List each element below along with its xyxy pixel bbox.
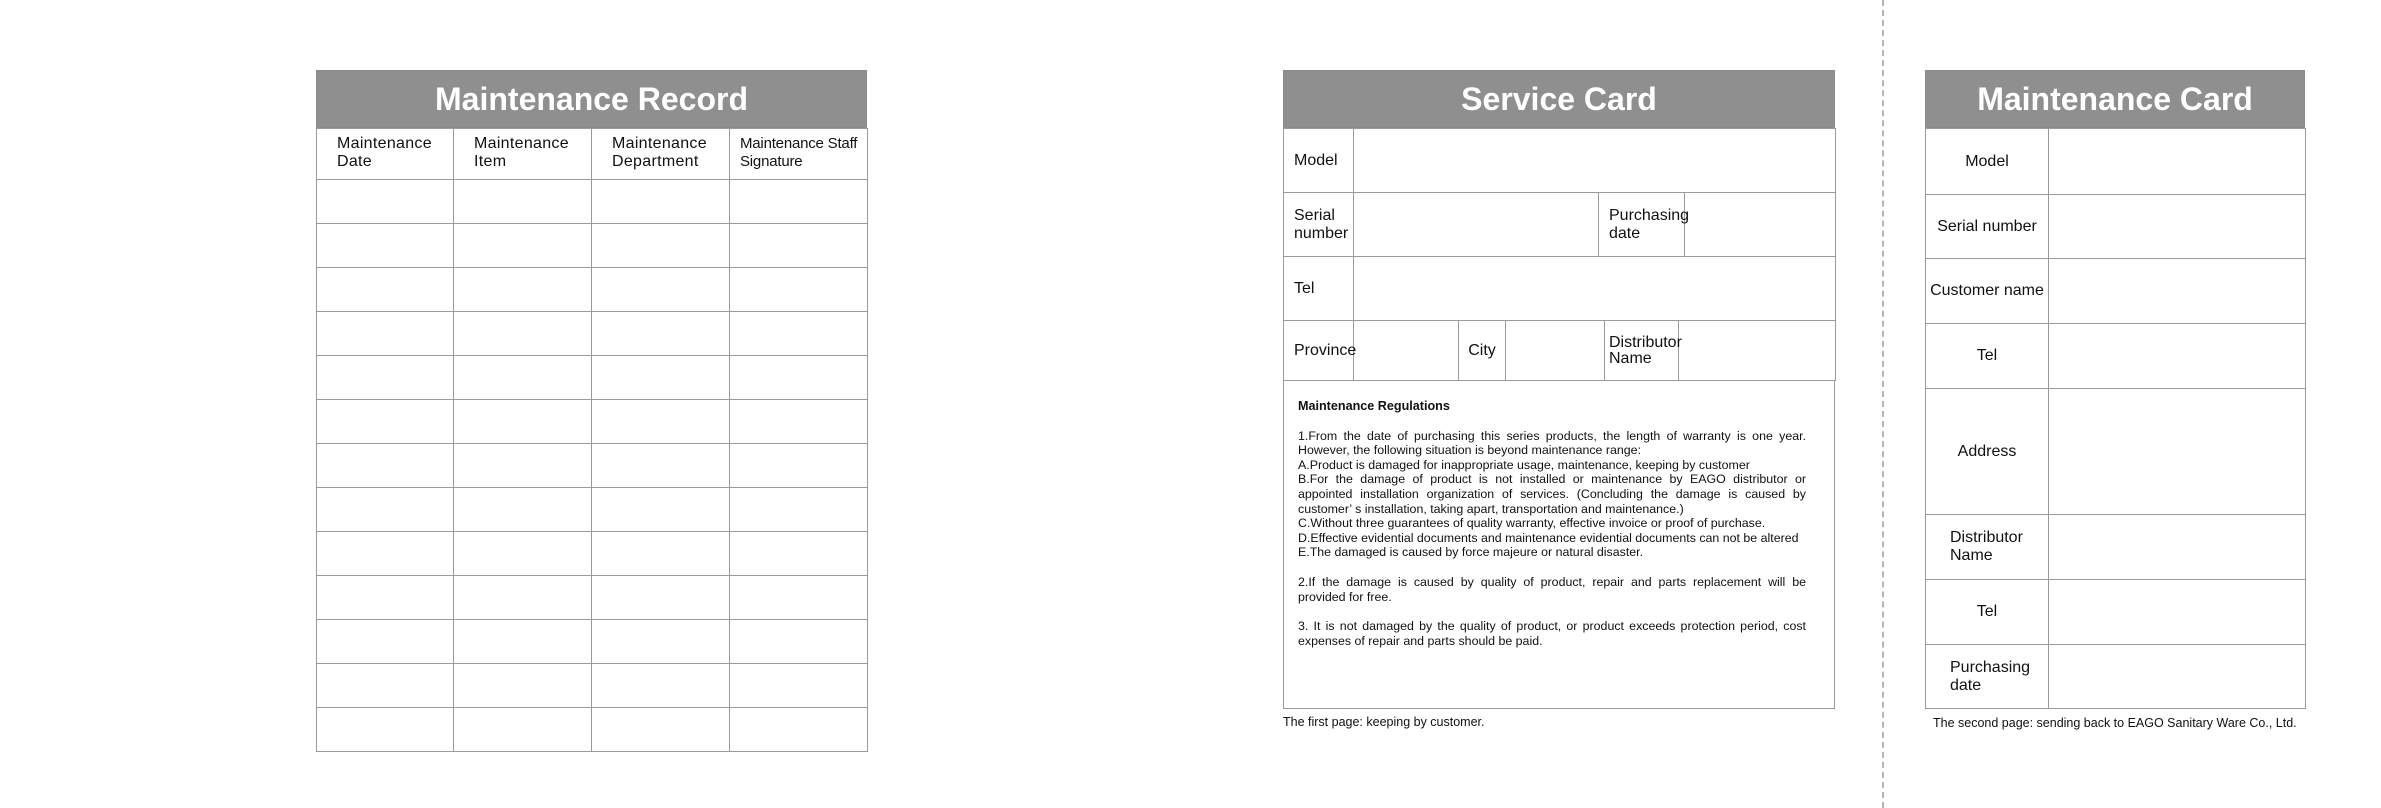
table-cell[interactable] — [454, 576, 592, 620]
table-cell[interactable] — [730, 312, 868, 356]
column-header: Maintenance Item — [454, 129, 592, 180]
maintenance-record-table — [316, 128, 868, 752]
table-cell[interactable] — [592, 224, 730, 268]
table-cell[interactable] — [317, 664, 454, 708]
tel-field[interactable] — [2049, 324, 2306, 389]
maintenance-card-footnote: The second page: sending back to EAGO Sanitary Ware Co., Ltd. — [1933, 716, 2297, 730]
column-header: Maintenance Staff Signature — [730, 129, 868, 180]
table-cell[interactable] — [592, 268, 730, 312]
distributor-name-field[interactable] — [2049, 515, 2306, 580]
table-cell[interactable] — [730, 664, 868, 708]
table-cell[interactable] — [730, 356, 868, 400]
province-label: Province — [1284, 321, 1354, 381]
cut-line-divider — [1882, 0, 1884, 808]
maintenance-card-table — [1925, 128, 2306, 709]
table-cell[interactable] — [317, 444, 454, 488]
maintenance-record-title: Maintenance Record — [316, 70, 867, 128]
table-cell[interactable] — [730, 708, 868, 752]
model-label: Model — [1926, 129, 2049, 195]
service-card-title: Service Card — [1283, 70, 1835, 128]
table-cell[interactable] — [592, 444, 730, 488]
table-cell[interactable] — [592, 708, 730, 752]
table-cell[interactable] — [730, 576, 868, 620]
table-cell[interactable] — [592, 620, 730, 664]
table-row — [317, 312, 868, 356]
serial-number-field[interactable] — [1354, 193, 1599, 257]
column-header: Maintenance Date — [317, 129, 454, 180]
table-cell[interactable] — [730, 224, 868, 268]
table-cell[interactable] — [317, 356, 454, 400]
regulation-item-1: 1.From the date of purchasing this series products, the length of warranty is one year. However, the following situation is beyond maintenance range: — [1298, 428, 1806, 458]
table-cell[interactable] — [730, 400, 868, 444]
table-cell[interactable] — [454, 400, 592, 444]
table-row — [317, 444, 868, 488]
table-cell[interactable] — [730, 180, 868, 224]
table-cell[interactable] — [317, 180, 454, 224]
table-cell[interactable] — [454, 532, 592, 576]
distributor-name-label: Distributor Name — [1605, 321, 1679, 381]
table-cell[interactable] — [454, 268, 592, 312]
serial-number-field[interactable] — [2049, 195, 2306, 259]
purchasing-date-field[interactable] — [2049, 645, 2306, 709]
regulation-item-2: 2.If the damage is caused by quality of product, repair and parts replacement will be provided for free. — [1298, 574, 1806, 604]
serial-number-label: Serial number — [1926, 195, 2049, 259]
table-row — [317, 224, 868, 268]
table-row — [317, 268, 868, 312]
service-card — [1283, 70, 1835, 729]
table-cell[interactable] — [592, 356, 730, 400]
regulation-item-c: C.Without three guarantees of quality warranty, effective invoice or proof of purchase. — [1298, 516, 1766, 531]
maintenance-card — [1925, 70, 2305, 730]
maintenance-regulations — [1283, 381, 1835, 709]
table-header-row — [317, 129, 868, 180]
table-cell[interactable] — [730, 620, 868, 664]
regulation-item-b: B.For the damage of product is not installed or maintenance by EAGO distributor or appointed installation organization of services. (Concluding the damage is caused by customer’ s installation, taking apart, transportation and maintenance.) — [1298, 472, 1806, 516]
customer-name-label: Customer name — [1926, 259, 2049, 324]
table-cell[interactable] — [454, 708, 592, 752]
regulation-item-a: A.Product is damaged for inappropriate usage, maintenance, keeping by customer — [1298, 457, 1750, 472]
table-cell[interactable] — [317, 312, 454, 356]
maintenance-record — [316, 70, 867, 752]
purchasing-date-label: Purchasing date — [1599, 193, 1685, 257]
table-cell[interactable] — [592, 400, 730, 444]
table-row — [317, 400, 868, 444]
table-row — [317, 532, 868, 576]
distributor-name-field[interactable] — [1679, 321, 1836, 381]
model-field[interactable] — [2049, 129, 2306, 195]
purchasing-date-field[interactable] — [1685, 193, 1836, 257]
regulations-heading: Maintenance Regulations — [1298, 399, 1450, 413]
table-row — [317, 620, 868, 664]
table-cell[interactable] — [730, 532, 868, 576]
table-cell[interactable] — [592, 180, 730, 224]
table-row — [317, 708, 868, 752]
address-label: Address — [1926, 389, 2049, 515]
table-cell[interactable] — [317, 224, 454, 268]
table-cell[interactable] — [317, 576, 454, 620]
table-row — [317, 356, 868, 400]
table-cell[interactable] — [592, 312, 730, 356]
table-row — [317, 180, 868, 224]
customer-name-field[interactable] — [2049, 259, 2306, 324]
table-cell[interactable] — [592, 576, 730, 620]
model-field[interactable] — [1354, 129, 1836, 193]
table-cell[interactable] — [592, 532, 730, 576]
tel-label: Tel — [1284, 257, 1354, 321]
city-field[interactable] — [1506, 321, 1605, 381]
serial-number-label: Serial number — [1284, 193, 1354, 257]
column-header: Maintenance Department — [592, 129, 730, 180]
city-label: City — [1459, 321, 1506, 381]
table-cell[interactable] — [454, 224, 592, 268]
regulation-item-d: D.Effective evidential documents and maintenance evidential documents can not be altered — [1298, 530, 1799, 545]
service-card-footnote: The first page: keeping by customer. — [1283, 715, 1485, 729]
table-cell[interactable] — [454, 312, 592, 356]
province-field[interactable] — [1354, 321, 1459, 381]
table-row — [317, 488, 868, 532]
table-cell[interactable] — [317, 268, 454, 312]
location-row-table — [1283, 320, 1836, 381]
address-field[interactable] — [2049, 389, 2306, 515]
tel-label-2: Tel — [1926, 580, 2049, 645]
table-cell[interactable] — [454, 664, 592, 708]
table-cell[interactable] — [317, 400, 454, 444]
table-cell[interactable] — [730, 444, 868, 488]
purchasing-date-label: Purchasing date — [1926, 645, 2049, 709]
table-cell[interactable] — [317, 532, 454, 576]
table-cell[interactable] — [592, 488, 730, 532]
table-cell[interactable] — [454, 488, 592, 532]
table-row — [317, 576, 868, 620]
table-cell[interactable] — [317, 708, 454, 752]
table-cell[interactable] — [454, 356, 592, 400]
maintenance-card-title: Maintenance Card — [1925, 70, 2305, 128]
table-cell[interactable] — [317, 620, 454, 664]
table-cell[interactable] — [454, 444, 592, 488]
table-row — [317, 664, 868, 708]
distributor-name-label: Distributor Name — [1926, 515, 2049, 580]
service-card-table — [1283, 128, 1836, 321]
tel-field[interactable] — [1354, 257, 1836, 321]
table-cell[interactable] — [592, 664, 730, 708]
table-cell[interactable] — [454, 180, 592, 224]
tel-field-2[interactable] — [2049, 580, 2306, 645]
table-cell[interactable] — [730, 488, 868, 532]
model-label: Model — [1284, 129, 1354, 193]
table-cell[interactable] — [317, 488, 454, 532]
regulation-item-e: E.The damaged is caused by force majeure or natural disaster. — [1298, 545, 1644, 560]
tel-label: Tel — [1926, 324, 2049, 389]
regulation-item-3: 3. It is not damaged by the quality of product, or product exceeds protection period, cost expenses of repair and parts should be paid. — [1298, 619, 1806, 648]
record-rows — [317, 180, 868, 752]
table-cell[interactable] — [454, 620, 592, 664]
table-cell[interactable] — [730, 268, 868, 312]
